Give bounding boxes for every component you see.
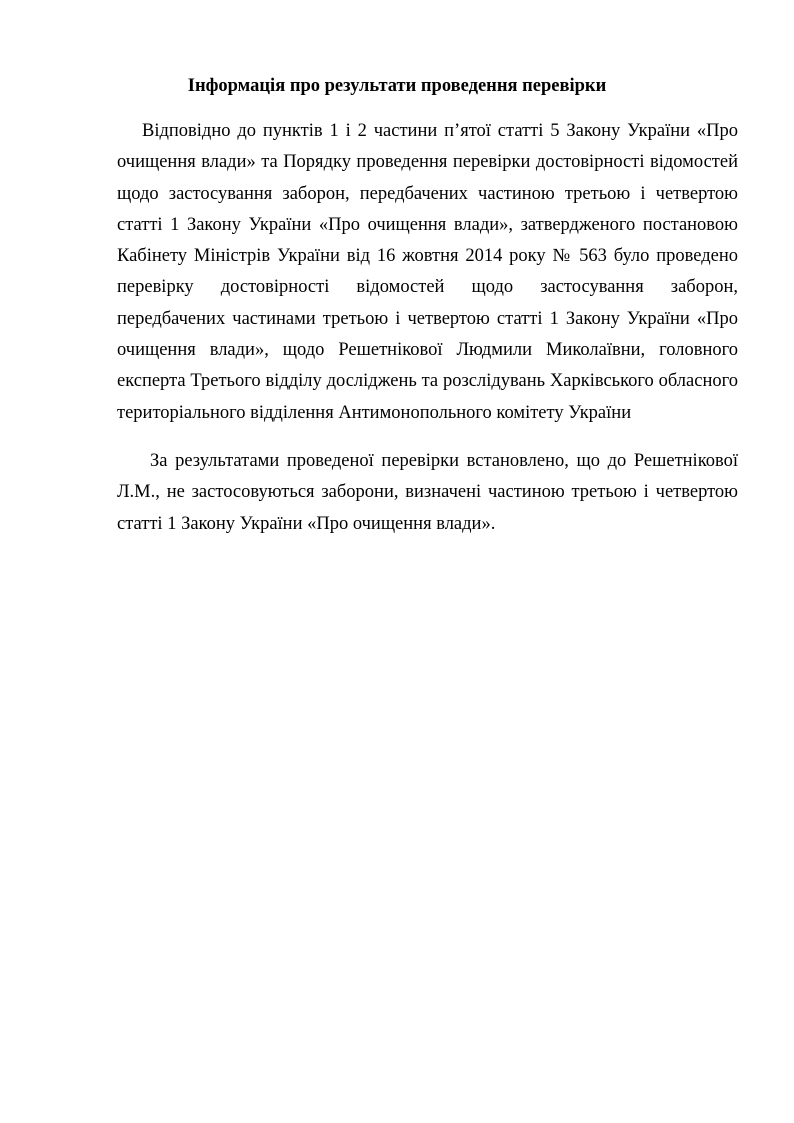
document-title: Інформація про результати проведення перевірки bbox=[187, 76, 607, 96]
paragraph-verification-result: За результатами проведеної перевірки встановлено, що до Решетнікової Л.М., не застосовуються заборони, визначені частиною третьою і четвертою статті 1 Закону України «Про очищення влади». bbox=[117, 451, 738, 534]
paragraph-verification-basis: Відповідно до пунктів 1 і 2 частини п’ятої статті 5 Закону України «Про очищення влади» та Порядку проведення перевірки достовірності відомостей щодо застосування заборон, передбачених частиною третьою і четвертою статті 1 Закону України «Про очищення влади», затвердженого постановою Кабінету Міністрів України від 16 жовтня 2014 року № 563 було проведено перевірку достовірності відомостей щодо застосування заборон, передбачених частинами третьою і четвертою статті 1 Закону України «Про очищення влади», щодо Решетнікової Людмили Миколаївни, головного експерта Третього відділу досліджень та розслідувань Харківського обласного територіального відділення Антимонопольного комітету України bbox=[117, 121, 738, 423]
